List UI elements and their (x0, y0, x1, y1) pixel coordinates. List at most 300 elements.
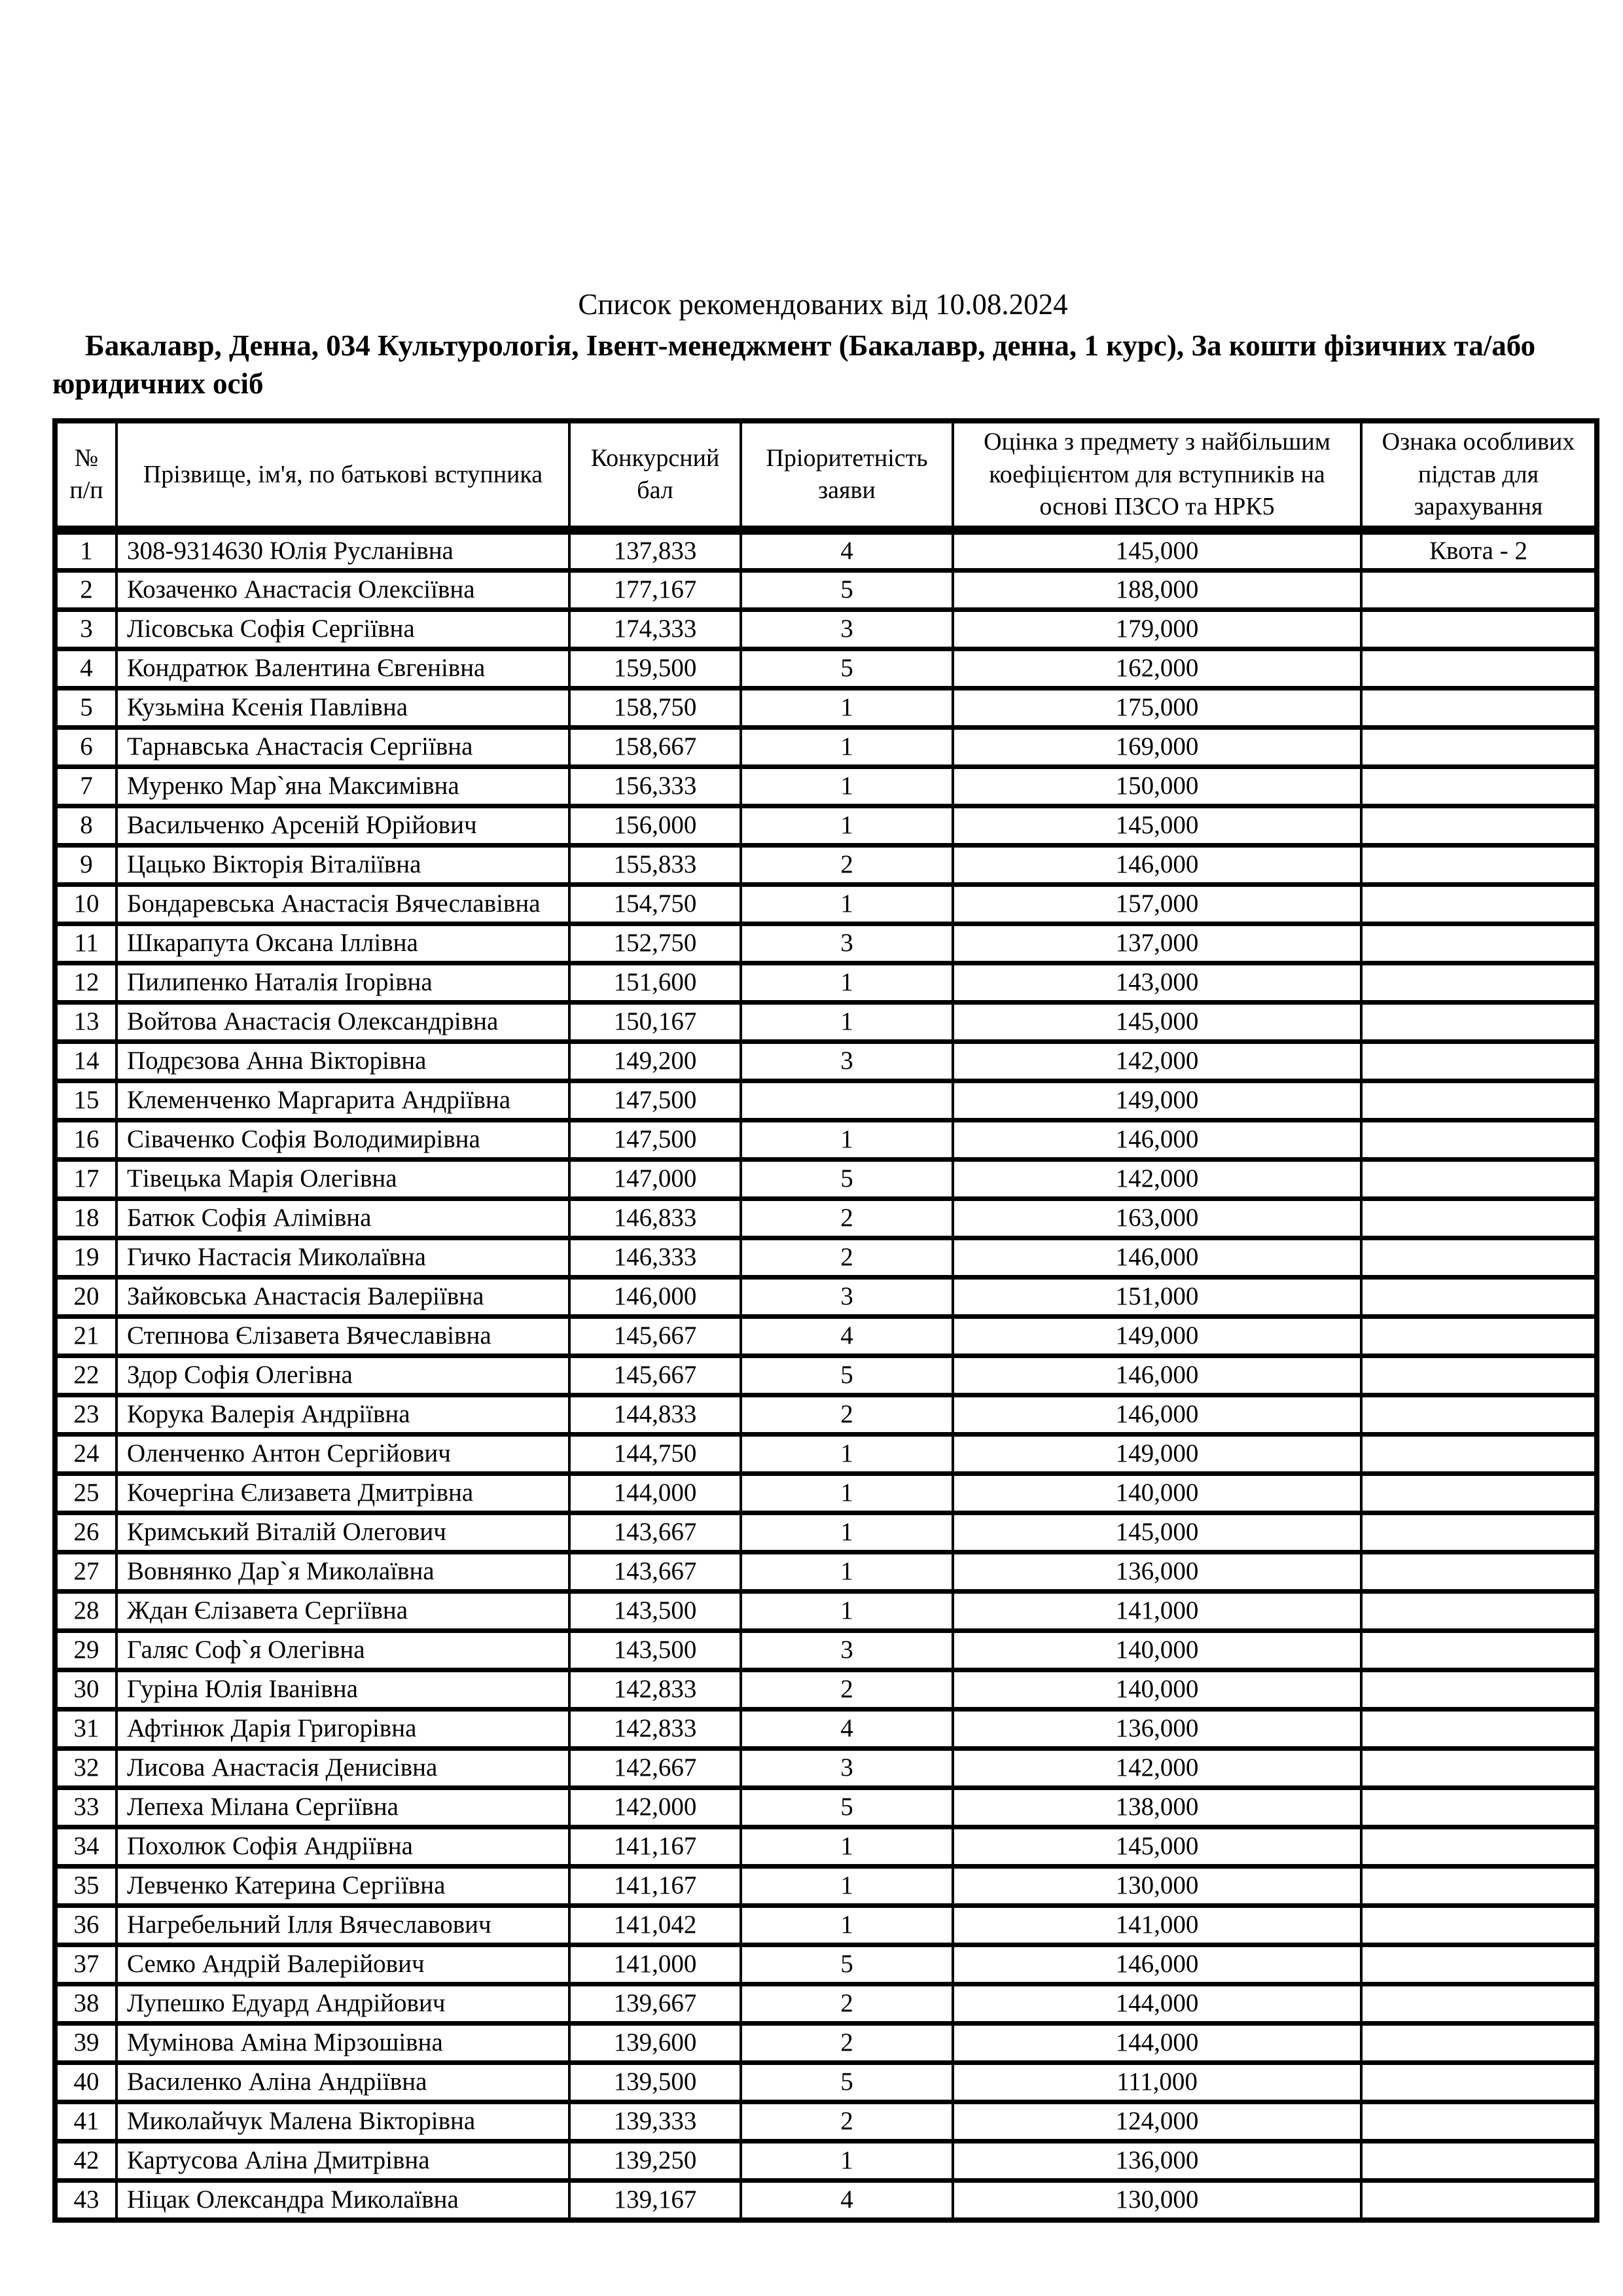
priority-cell: 1 (741, 1003, 953, 1042)
score-cell: 143,500 (569, 1592, 741, 1631)
special-basis-cell (1361, 806, 1597, 846)
subject-grade-cell: 146,000 (953, 1121, 1361, 1160)
table-row (55, 2024, 1597, 2063)
score-cell: 139,250 (569, 2142, 741, 2181)
table-row (55, 1906, 1597, 1945)
row-number-cell: 25 (55, 1474, 116, 1513)
table-row (55, 1121, 1597, 1160)
special-basis-cell (1361, 571, 1597, 610)
row-number-cell: 9 (55, 846, 116, 885)
applicant-name-cell: Левченко Катерина Сергіївна (116, 1867, 569, 1906)
applicant-name-cell: Ждан Єлізавета Сергіївна (116, 1592, 569, 1631)
score-cell: 139,600 (569, 2024, 741, 2063)
subject-grade-cell: 142,000 (953, 1160, 1361, 1199)
table-row (55, 610, 1597, 649)
subject-grade-cell: 146,000 (953, 1356, 1361, 1395)
table-row (55, 1513, 1597, 1552)
subject-grade-cell: 130,000 (953, 1867, 1361, 1906)
score-cell: 147,500 (569, 1081, 741, 1121)
applicant-name-cell: Зайковська Анастасія Валеріївна (116, 1278, 569, 1317)
subject-grade-cell: 145,000 (953, 1003, 1361, 1042)
score-cell: 152,750 (569, 924, 741, 963)
table-row (55, 1827, 1597, 1867)
table-row (55, 571, 1597, 610)
table-row (55, 2181, 1597, 2220)
score-cell: 145,667 (569, 1317, 741, 1356)
score-cell: 149,200 (569, 1042, 741, 1081)
score-cell: 141,000 (569, 1945, 741, 1984)
applicant-name-cell: Васильченко Арсеній Юрійович (116, 806, 569, 846)
row-number-cell: 30 (55, 1670, 116, 1710)
priority-cell: 1 (741, 2142, 953, 2181)
subject-grade-cell: 149,000 (953, 1081, 1361, 1121)
score-cell: 156,000 (569, 806, 741, 846)
special-basis-cell (1361, 1160, 1597, 1199)
priority-cell: 1 (741, 1827, 953, 1867)
priority-cell: 5 (741, 1356, 953, 1395)
score-cell: 143,667 (569, 1513, 741, 1552)
score-cell: 142,833 (569, 1670, 741, 1710)
row-number-cell: 27 (55, 1552, 116, 1592)
table-row (55, 1945, 1597, 1984)
row-number-cell: 14 (55, 1042, 116, 1081)
priority-cell: 2 (741, 1395, 953, 1435)
subject-grade-cell: 144,000 (953, 1984, 1361, 2024)
row-number-cell: 43 (55, 2181, 116, 2220)
applicant-name-cell: Гуріна Юлія Іванівна (116, 1670, 569, 1710)
subject-grade-cell: 169,000 (953, 728, 1361, 767)
score-cell: 146,333 (569, 1238, 741, 1278)
special-basis-cell (1361, 1395, 1597, 1435)
row-number-cell: 28 (55, 1592, 116, 1631)
subject-grade-cell: 188,000 (953, 571, 1361, 610)
row-number-cell: 15 (55, 1081, 116, 1121)
applicant-name-cell: Батюк Софія Алімівна (116, 1199, 569, 1238)
priority-cell: 5 (741, 1788, 953, 1827)
special-basis-cell (1361, 1906, 1597, 1945)
row-number-cell: 22 (55, 1356, 116, 1395)
table-row (55, 885, 1597, 924)
priority-cell: 1 (741, 885, 953, 924)
special-basis-cell (1361, 846, 1597, 885)
priority-cell: 1 (741, 1121, 953, 1160)
score-cell: 144,833 (569, 1395, 741, 1435)
row-number-cell: 34 (55, 1827, 116, 1867)
priority-cell: 1 (741, 1867, 953, 1906)
special-basis-cell (1361, 2142, 1597, 2181)
table-row (55, 1317, 1597, 1356)
table-row (55, 530, 1597, 570)
table-row (55, 1356, 1597, 1395)
subject-grade-cell: 146,000 (953, 1945, 1361, 1984)
priority-cell: 3 (741, 1631, 953, 1670)
subject-grade-cell: 151,000 (953, 1278, 1361, 1317)
applicant-name-cell: Корука Валерія Андріївна (116, 1395, 569, 1435)
special-basis-cell (1361, 1984, 1597, 2024)
applicant-name-cell: Шкарапута Оксана Іллівна (116, 924, 569, 963)
applicant-name-cell: Галяс Соф`я Олегівна (116, 1631, 569, 1670)
row-number-cell: 24 (55, 1435, 116, 1474)
special-basis-cell (1361, 1003, 1597, 1042)
applicant-name-cell: Пилипенко Наталія Ігорівна (116, 963, 569, 1003)
score-cell: 139,500 (569, 2063, 741, 2102)
applicant-name-cell: Тівецька Марія Олегівна (116, 1160, 569, 1199)
priority-cell: 2 (741, 2024, 953, 2063)
priority-cell: 1 (741, 806, 953, 846)
score-cell: 146,833 (569, 1199, 741, 1238)
applicants-table (52, 418, 1599, 2223)
header-score: Конкурсний бал (569, 421, 741, 530)
row-number-cell: 6 (55, 728, 116, 767)
table-row (55, 2063, 1597, 2102)
priority-cell: 1 (741, 1513, 953, 1552)
priority-cell: 2 (741, 1670, 953, 1710)
special-basis-cell (1361, 1278, 1597, 1317)
subject-grade-cell: 142,000 (953, 1749, 1361, 1788)
subject-grade-cell: 136,000 (953, 1552, 1361, 1592)
special-basis-cell (1361, 1199, 1597, 1238)
row-number-cell: 16 (55, 1121, 116, 1160)
score-cell: 141,167 (569, 1827, 741, 1867)
applicant-name-cell: Лепеха Мілана Сергіївна (116, 1788, 569, 1827)
subject-grade-cell: 124,000 (953, 2102, 1361, 2142)
table-row (55, 1710, 1597, 1749)
table-header-row (55, 421, 1597, 530)
header-special-basis: Ознака особливих підстав для зарахування (1361, 421, 1597, 530)
priority-cell: 2 (741, 1984, 953, 2024)
score-cell: 147,000 (569, 1160, 741, 1199)
applicant-name-cell: Василенко Аліна Андріївна (116, 2063, 569, 2102)
table-row (55, 1867, 1597, 1906)
applicant-name-cell: Кочергіна Єлизавета Дмитрівна (116, 1474, 569, 1513)
score-cell: 158,667 (569, 728, 741, 767)
subject-grade-cell: 175,000 (953, 689, 1361, 728)
document-subtitle: Бакалавр, Денна, 034 Культурологія, Івент-менеджмент (Бакалавр, денна, 1 курс), За кошти фізичних та/або юридичних осіб (52, 329, 1536, 400)
subject-grade-cell: 163,000 (953, 1199, 1361, 1238)
special-basis-cell (1361, 1631, 1597, 1670)
table-row (55, 846, 1597, 885)
priority-cell: 4 (741, 530, 953, 570)
priority-cell: 4 (741, 2181, 953, 2220)
subject-grade-cell: 138,000 (953, 1788, 1361, 1827)
score-cell: 146,000 (569, 1278, 741, 1317)
table-row (55, 806, 1597, 846)
table-row (55, 1788, 1597, 1827)
priority-cell: 5 (741, 2063, 953, 2102)
priority-cell: 1 (741, 1906, 953, 1945)
document-title: Список рекомендованих від 10.08.2024 (578, 288, 1068, 321)
table-row (55, 1238, 1597, 1278)
score-cell: 141,042 (569, 1906, 741, 1945)
subject-grade-cell: 146,000 (953, 846, 1361, 885)
row-number-cell: 31 (55, 1710, 116, 1749)
table-row (55, 1160, 1597, 1199)
priority-cell: 2 (741, 2102, 953, 2142)
special-basis-cell (1361, 1317, 1597, 1356)
applicant-name-cell: 308-9314630 Юлія Русланівна (116, 530, 569, 570)
row-number-cell: 21 (55, 1317, 116, 1356)
applicant-name-cell: Миколайчук Малена Вікторівна (116, 2102, 569, 2142)
table-row (55, 924, 1597, 963)
special-basis-cell (1361, 1238, 1597, 1278)
row-number-cell: 29 (55, 1631, 116, 1670)
row-number-cell: 23 (55, 1395, 116, 1435)
row-number-cell: 40 (55, 2063, 116, 2102)
special-basis-cell (1361, 1435, 1597, 1474)
applicant-name-cell: Кримський Віталій Олегович (116, 1513, 569, 1552)
table-body (55, 530, 1597, 2219)
subject-grade-cell: 111,000 (953, 2063, 1361, 2102)
priority-cell: 3 (741, 1278, 953, 1317)
table-header (55, 421, 1597, 530)
special-basis-cell (1361, 2024, 1597, 2063)
applicant-name-cell: Лисова Анастасія Денисівна (116, 1749, 569, 1788)
priority-cell: 2 (741, 1199, 953, 1238)
score-cell: 144,000 (569, 1474, 741, 1513)
applicant-name-cell: Семко Андрій Валерійович (116, 1945, 569, 1984)
priority-cell: 1 (741, 1592, 953, 1631)
priority-cell: 5 (741, 571, 953, 610)
subject-grade-cell: 136,000 (953, 1710, 1361, 1749)
priority-cell: 2 (741, 846, 953, 885)
score-cell: 155,833 (569, 846, 741, 885)
priority-cell: 1 (741, 1435, 953, 1474)
priority-cell: 1 (741, 1552, 953, 1592)
applicant-name-cell: Подрєзова Анна Вікторівна (116, 1042, 569, 1081)
priority-cell: 3 (741, 924, 953, 963)
score-cell: 177,167 (569, 571, 741, 610)
priority-cell: 3 (741, 610, 953, 649)
applicant-name-cell: Сіваченко Софія Володимирівна (116, 1121, 569, 1160)
special-basis-cell (1361, 885, 1597, 924)
applicant-name-cell: Козаченко Анастасія Олексіївна (116, 571, 569, 610)
subject-grade-cell: 146,000 (953, 1395, 1361, 1435)
score-cell: 158,750 (569, 689, 741, 728)
table-row (55, 1474, 1597, 1513)
priority-cell: 1 (741, 689, 953, 728)
subject-grade-cell: 162,000 (953, 649, 1361, 689)
row-number-cell: 12 (55, 963, 116, 1003)
special-basis-cell (1361, 1788, 1597, 1827)
row-number-cell: 3 (55, 610, 116, 649)
applicant-name-cell: Нагребельний Ілля Вячеславович (116, 1906, 569, 1945)
subject-grade-cell: 130,000 (953, 2181, 1361, 2220)
special-basis-cell (1361, 1945, 1597, 1984)
table-row (55, 2102, 1597, 2142)
score-cell: 137,833 (569, 530, 741, 570)
applicant-name-cell: Картусова Аліна Дмитрівна (116, 2142, 569, 2181)
special-basis-cell (1361, 924, 1597, 963)
special-basis-cell (1361, 1592, 1597, 1631)
priority-cell: 4 (741, 1317, 953, 1356)
special-basis-cell (1361, 649, 1597, 689)
priority-cell: 5 (741, 1160, 953, 1199)
applicant-name-cell: Кондратюк Валентина Євгенівна (116, 649, 569, 689)
priority-cell: 4 (741, 1710, 953, 1749)
subject-grade-cell: 149,000 (953, 1317, 1361, 1356)
score-cell: 142,833 (569, 1710, 741, 1749)
applicant-name-cell: Цацько Вікторія Віталіївна (116, 846, 569, 885)
subject-grade-cell: 149,000 (953, 1435, 1361, 1474)
row-number-cell: 10 (55, 885, 116, 924)
score-cell: 141,167 (569, 1867, 741, 1906)
table-row (55, 1199, 1597, 1238)
score-cell: 139,167 (569, 2181, 741, 2220)
table-row (55, 1631, 1597, 1670)
subject-grade-cell: 145,000 (953, 1827, 1361, 1867)
special-basis-cell (1361, 1670, 1597, 1710)
special-basis-cell (1361, 2181, 1597, 2220)
table-row (55, 1670, 1597, 1710)
table-row (55, 1003, 1597, 1042)
row-number-cell: 42 (55, 2142, 116, 2181)
special-basis-cell (1361, 2102, 1597, 2142)
row-number-cell: 17 (55, 1160, 116, 1199)
applicant-name-cell: Лупешко Едуард Андрійович (116, 1984, 569, 2024)
special-basis-cell (1361, 1042, 1597, 1081)
applicant-name-cell: Степнова Єлізавета Вячеславівна (116, 1317, 569, 1356)
subject-grade-cell: 150,000 (953, 767, 1361, 806)
row-number-cell: 7 (55, 767, 116, 806)
table-row (55, 1552, 1597, 1592)
applicant-name-cell: Тарнавська Анастасія Сергіївна (116, 728, 569, 767)
special-basis-cell (1361, 1827, 1597, 1867)
score-cell: 144,750 (569, 1435, 741, 1474)
table-row (55, 767, 1597, 806)
priority-cell: 5 (741, 649, 953, 689)
applicant-name-cell: Здор Софія Олегівна (116, 1356, 569, 1395)
row-number-cell: 39 (55, 2024, 116, 2063)
table-row (55, 2142, 1597, 2181)
special-basis-cell (1361, 1081, 1597, 1121)
row-number-cell: 38 (55, 1984, 116, 2024)
row-number-cell: 36 (55, 1906, 116, 1945)
applicant-name-cell: Клеменченко Маргарита Андріївна (116, 1081, 569, 1121)
subject-grade-cell: 145,000 (953, 530, 1361, 570)
row-number-cell: 26 (55, 1513, 116, 1552)
priority-cell: 1 (741, 1474, 953, 1513)
special-basis-cell (1361, 767, 1597, 806)
special-basis-cell (1361, 1710, 1597, 1749)
priority-cell: 3 (741, 1042, 953, 1081)
applicant-name-cell: Оленченко Антон Сергійович (116, 1435, 569, 1474)
row-number-cell: 41 (55, 2102, 116, 2142)
applicant-name-cell: Гичко Настасія Миколаївна (116, 1238, 569, 1278)
subject-grade-cell: 137,000 (953, 924, 1361, 963)
applicant-name-cell: Афтінюк Дарія Григорівна (116, 1710, 569, 1749)
subject-grade-cell: 145,000 (953, 806, 1361, 846)
applicant-name-cell: Бондаревська Анастасія Вячеславівна (116, 885, 569, 924)
row-number-cell: 11 (55, 924, 116, 963)
subject-grade-cell: 157,000 (953, 885, 1361, 924)
subject-grade-cell: 136,000 (953, 2142, 1361, 2181)
subject-grade-cell: 146,000 (953, 1238, 1361, 1278)
row-number-cell: 35 (55, 1867, 116, 1906)
subject-grade-cell: 142,000 (953, 1042, 1361, 1081)
table-row (55, 963, 1597, 1003)
subject-grade-cell: 141,000 (953, 1906, 1361, 1945)
priority-cell (741, 1081, 953, 1121)
row-number-cell: 37 (55, 1945, 116, 1984)
table-row (55, 1592, 1597, 1631)
score-cell: 151,600 (569, 963, 741, 1003)
row-number-cell: 4 (55, 649, 116, 689)
subject-grade-cell: 179,000 (953, 610, 1361, 649)
applicant-name-cell: Мумінова Аміна Мірзошівна (116, 2024, 569, 2063)
special-basis-cell (1361, 963, 1597, 1003)
score-cell: 150,167 (569, 1003, 741, 1042)
table-row (55, 1278, 1597, 1317)
score-cell: 142,667 (569, 1749, 741, 1788)
subject-grade-cell: 140,000 (953, 1474, 1361, 1513)
row-number-cell: 32 (55, 1749, 116, 1788)
score-cell: 139,667 (569, 1984, 741, 2024)
subject-grade-cell: 140,000 (953, 1631, 1361, 1670)
row-number-cell: 13 (55, 1003, 116, 1042)
table-row (55, 1435, 1597, 1474)
special-basis-cell (1361, 1121, 1597, 1160)
header-subject-grade: Оцінка з предмету з найбільшим коефіцієнтом для вступників на основі ПЗСО та НРК5 (953, 421, 1361, 530)
applicant-name-cell: Кузьміна Ксенія Павлівна (116, 689, 569, 728)
score-cell: 143,500 (569, 1631, 741, 1670)
priority-cell: 1 (741, 963, 953, 1003)
score-cell: 139,333 (569, 2102, 741, 2142)
header-row-number: № п/п (55, 421, 116, 530)
special-basis-cell (1361, 1513, 1597, 1552)
row-number-cell: 18 (55, 1199, 116, 1238)
row-number-cell: 5 (55, 689, 116, 728)
table-row (55, 728, 1597, 767)
row-number-cell: 20 (55, 1278, 116, 1317)
row-number-cell: 2 (55, 571, 116, 610)
subject-grade-cell: 144,000 (953, 2024, 1361, 2063)
score-cell: 143,667 (569, 1552, 741, 1592)
priority-cell: 1 (741, 728, 953, 767)
applicant-name-cell: Лісовська Софія Сергіївна (116, 610, 569, 649)
priority-cell: 3 (741, 1749, 953, 1788)
score-cell: 156,333 (569, 767, 741, 806)
table-row (55, 1749, 1597, 1788)
subject-grade-cell: 141,000 (953, 1592, 1361, 1631)
score-cell: 154,750 (569, 885, 741, 924)
priority-cell: 2 (741, 1238, 953, 1278)
special-basis-cell (1361, 1867, 1597, 1906)
priority-cell: 1 (741, 767, 953, 806)
table-row (55, 1042, 1597, 1081)
table-row (55, 649, 1597, 689)
table-row (55, 689, 1597, 728)
special-basis-cell (1361, 1552, 1597, 1592)
applicant-name-cell: Похолюк Софія Андріївна (116, 1827, 569, 1867)
applicant-name-cell: Муренко Мар`яна Максимівна (116, 767, 569, 806)
table-row (55, 1984, 1597, 2024)
score-cell: 174,333 (569, 610, 741, 649)
row-number-cell: 19 (55, 1238, 116, 1278)
header-priority: Пріоритетність заяви (741, 421, 953, 530)
applicant-name-cell: Вовнянко Дар`я Миколаївна (116, 1552, 569, 1592)
row-number-cell: 33 (55, 1788, 116, 1827)
score-cell: 142,000 (569, 1788, 741, 1827)
row-number-cell: 8 (55, 806, 116, 846)
special-basis-cell (1361, 1356, 1597, 1395)
table-row (55, 1395, 1597, 1435)
applicant-name-cell: Ніцак Олександра Миколаївна (116, 2181, 569, 2220)
special-basis-cell (1361, 2063, 1597, 2102)
special-basis-cell (1361, 610, 1597, 649)
applicant-name-cell: Войтова Анастасія Олександрівна (116, 1003, 569, 1042)
priority-cell: 5 (741, 1945, 953, 1984)
special-basis-cell (1361, 1474, 1597, 1513)
